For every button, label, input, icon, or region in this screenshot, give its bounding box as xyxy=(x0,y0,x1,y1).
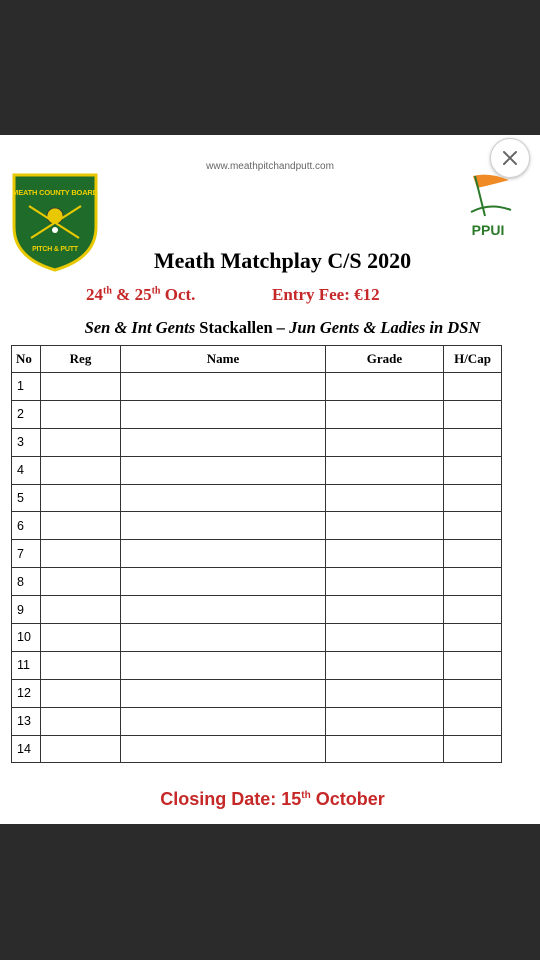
hcap-cell[interactable] xyxy=(444,679,502,707)
grade-cell[interactable] xyxy=(326,624,444,652)
name-cell[interactable] xyxy=(121,540,326,568)
reg-cell[interactable] xyxy=(41,540,121,568)
venue-line: Sen & Int Gents Stackallen – Jun Gents & Ladies in DSN xyxy=(84,318,481,337)
row-number: 10 xyxy=(12,624,41,652)
table-row xyxy=(12,596,502,624)
row-number: 14 xyxy=(12,735,41,763)
reg-cell[interactable] xyxy=(41,596,121,624)
hcap-cell[interactable] xyxy=(444,540,502,568)
reg-cell[interactable] xyxy=(41,400,121,428)
grade-cell[interactable] xyxy=(326,400,444,428)
table-row xyxy=(12,512,502,540)
grade-cell[interactable] xyxy=(326,651,444,679)
grade-cell[interactable] xyxy=(326,596,444,624)
name-cell[interactable] xyxy=(121,679,326,707)
header-name: Name xyxy=(121,346,326,373)
row-number: 1 xyxy=(12,373,41,401)
grade-cell[interactable] xyxy=(326,568,444,596)
table-row xyxy=(12,456,502,484)
entry-fee: Entry Fee: €12 xyxy=(272,285,380,304)
reg-cell[interactable] xyxy=(41,512,121,540)
name-cell[interactable] xyxy=(121,373,326,401)
hcap-cell[interactable] xyxy=(444,456,502,484)
hcap-cell[interactable] xyxy=(444,651,502,679)
grade-cell[interactable] xyxy=(326,735,444,763)
row-number: 13 xyxy=(12,707,41,735)
reg-cell[interactable] xyxy=(41,679,121,707)
row-number: 7 xyxy=(12,540,41,568)
hcap-cell[interactable] xyxy=(444,624,502,652)
row-number: 3 xyxy=(12,428,41,456)
grade-cell[interactable] xyxy=(326,456,444,484)
table-body xyxy=(12,373,502,763)
reg-cell[interactable] xyxy=(41,484,121,512)
logo-bottom-text: PITCH & PUTT xyxy=(32,246,78,253)
reg-cell[interactable] xyxy=(41,735,121,763)
table-header-row xyxy=(12,346,502,373)
reg-cell[interactable] xyxy=(41,624,121,652)
table-row xyxy=(12,735,502,763)
row-number: 8 xyxy=(12,568,41,596)
name-cell[interactable] xyxy=(121,624,326,652)
row-number: 5 xyxy=(12,484,41,512)
hcap-cell[interactable] xyxy=(444,428,502,456)
grade-cell[interactable] xyxy=(326,512,444,540)
grade-cell[interactable] xyxy=(326,428,444,456)
ppui-flag-logo xyxy=(465,172,515,220)
name-cell[interactable] xyxy=(121,456,326,484)
hcap-cell[interactable] xyxy=(444,596,502,624)
logo-top-text: MEATH COUNTY BOARD xyxy=(12,188,98,197)
row-number: 9 xyxy=(12,596,41,624)
name-cell[interactable] xyxy=(121,707,326,735)
row-number: 6 xyxy=(12,512,41,540)
table-row xyxy=(12,400,502,428)
website-url: www.meathpitchandputt.com xyxy=(206,161,334,172)
grade-cell[interactable] xyxy=(326,707,444,735)
row-number: 12 xyxy=(12,679,41,707)
name-cell[interactable] xyxy=(121,568,326,596)
hcap-cell[interactable] xyxy=(444,735,502,763)
header-reg: Reg xyxy=(41,346,121,373)
hcap-cell[interactable] xyxy=(444,373,502,401)
header-hcap: H/Cap xyxy=(444,346,502,373)
table-row xyxy=(12,428,502,456)
table-row xyxy=(12,679,502,707)
page-title: Meath Matchplay C/S 2020 xyxy=(153,248,412,273)
table-row xyxy=(12,624,502,652)
reg-cell[interactable] xyxy=(41,651,121,679)
hcap-cell[interactable] xyxy=(444,400,502,428)
grade-cell[interactable] xyxy=(326,679,444,707)
ppui-logo-text: PPUI xyxy=(471,222,505,238)
table-row xyxy=(12,484,502,512)
name-cell[interactable] xyxy=(121,596,326,624)
name-cell[interactable] xyxy=(121,428,326,456)
name-cell[interactable] xyxy=(121,735,326,763)
reg-cell[interactable] xyxy=(41,568,121,596)
table-row xyxy=(12,651,502,679)
table-row xyxy=(12,707,502,735)
table-row xyxy=(12,373,502,401)
grade-cell[interactable] xyxy=(326,540,444,568)
hcap-cell[interactable] xyxy=(444,484,502,512)
row-number: 4 xyxy=(12,456,41,484)
hcap-cell[interactable] xyxy=(444,568,502,596)
header-no: No xyxy=(12,346,41,373)
table-row xyxy=(12,568,502,596)
row-number: 11 xyxy=(12,651,41,679)
name-cell[interactable] xyxy=(121,512,326,540)
row-number: 2 xyxy=(12,400,41,428)
hcap-cell[interactable] xyxy=(444,512,502,540)
table-row xyxy=(12,540,502,568)
reg-cell[interactable] xyxy=(41,428,121,456)
header-grade: Grade xyxy=(326,346,444,373)
closing-date: Closing Date: 15th October xyxy=(160,789,385,809)
reg-cell[interactable] xyxy=(41,707,121,735)
entry-form-table xyxy=(11,345,502,763)
grade-cell[interactable] xyxy=(326,373,444,401)
name-cell[interactable] xyxy=(121,400,326,428)
name-cell[interactable] xyxy=(121,651,326,679)
reg-cell[interactable] xyxy=(41,456,121,484)
event-dates: 24th & 25th Oct. xyxy=(86,285,196,304)
name-cell[interactable] xyxy=(121,484,326,512)
grade-cell[interactable] xyxy=(326,484,444,512)
reg-cell[interactable] xyxy=(41,373,121,401)
hcap-cell[interactable] xyxy=(444,707,502,735)
